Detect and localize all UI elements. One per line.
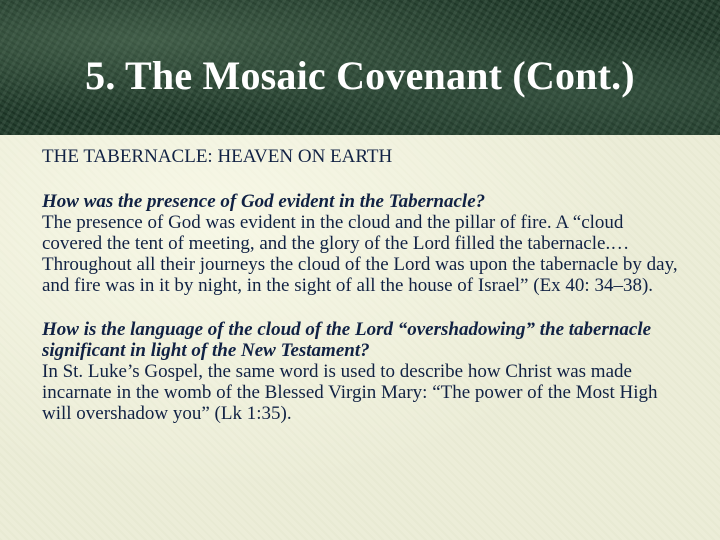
slide-body (42, 146, 682, 424)
question-2: How is the language of the cloud of the Lord “overshadowing” the tabernacle significant in light of the New Testament? (42, 319, 652, 361)
section-heading: THE TABERNACLE: HEAVEN ON EARTH (42, 146, 393, 167)
answer-2: In St. Luke’s Gospel, the same word is used to describe how Christ was made incarnate in the womb of the Blessed Virgin Mary: “The power of the Most High will overshadow you” (Lk 1:35). (42, 361, 658, 424)
slide-title: 5. The Mosaic Covenant (Cont.) (85, 53, 635, 98)
question-1: How was the presence of God evident in the Tabernacle? (42, 191, 486, 212)
title-banner (0, 0, 720, 135)
qa-block-1 (42, 191, 682, 296)
answer-1: The presence of God was evident in the cloud and the pillar of fire. A “cloud covered the tent of meeting, and the glory of the Lord filled the tabernacle.… Throughout all their journeys the cloud of the Lord was upon the tabernacle by day, and fire was in it by night, in the sight of all the house of Israel” (Ex 40: 34–38). (42, 212, 678, 296)
qa-block-2 (42, 319, 682, 424)
